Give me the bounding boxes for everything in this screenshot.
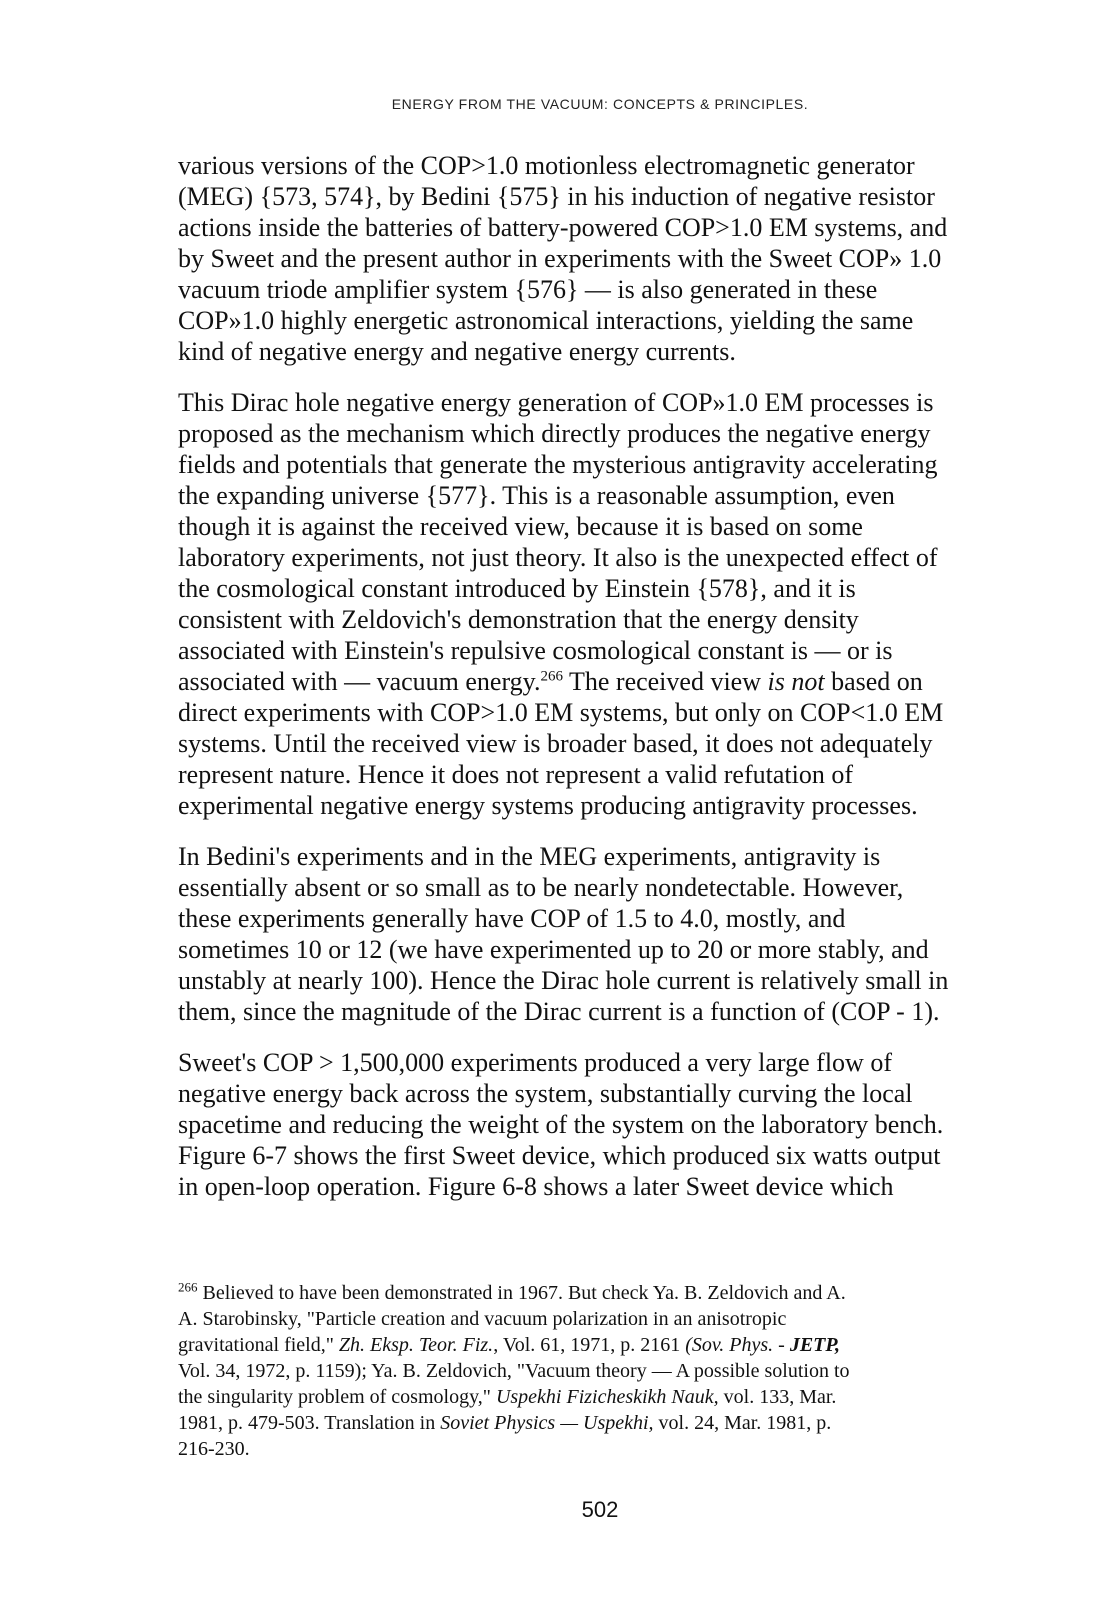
text-line: unstably at nearly 100). Hence the Dirac hole current is relatively small in — [178, 966, 949, 995]
text-line: though it is against the received view, because it is based on some — [178, 512, 863, 541]
text-line: various versions of the COP>1.0 motionless electromagnetic generator — [178, 151, 915, 180]
text-line: by Sweet and the present author in experiments with the Sweet COP» 1.0 — [178, 244, 942, 273]
text-line: them, since the magnitude of the Dirac current is a function of (COP - 1). — [178, 997, 940, 1026]
text-line: In Bedini's experiments and in the MEG experiments, antigravity is — [178, 842, 881, 871]
text-line: experimental negative energy systems producing antigravity processes. — [178, 791, 918, 820]
footnote-line — [178, 1280, 1038, 1306]
footnote-line — [178, 1332, 1038, 1358]
footnote-line — [178, 1410, 1038, 1436]
paragraph-2 — [178, 387, 1038, 821]
text-segment: 1981, p. 479-503. Translation in — [178, 1412, 441, 1434]
text-line: negative energy back across the system, substantially curving the local — [178, 1079, 913, 1108]
text-line: the expanding universe {577}. This is a reasonable assumption, even — [178, 481, 895, 510]
text-line: laboratory experiments, not just theory. It also is the unexpected effect of — [178, 543, 938, 572]
journal-title: Soviet Physics — Uspekhi, — [440, 1412, 654, 1434]
text-segment: based on — [824, 667, 923, 696]
text-line: essentially absent or so small as to be nearly nondetectable. However, — [178, 873, 904, 902]
text-line-with-footnote-ref — [178, 666, 1038, 697]
text-line: associated with Einstein's repulsive cosmological constant is — or is — [178, 636, 893, 665]
journal-title-bold: JETP, — [789, 1334, 841, 1356]
text-line: actions inside the batteries of battery-powered COP>1.0 EM systems, and — [178, 213, 948, 242]
text-segment: gravitational field," — [178, 1334, 339, 1356]
text-segment: , Vol. 61, 1971, p. 2161 — [493, 1334, 686, 1356]
paragraph-1 — [178, 150, 1038, 367]
text-line: these experiments generally have COP of 1.5 to 4.0, mostly, and — [178, 904, 846, 933]
text-line: Sweet's COP > 1,500,000 experiments produced a very large flow of — [178, 1048, 892, 1077]
text-segment: vol. 24, Mar. 1981, p. — [653, 1412, 832, 1434]
footnote-number: 266 — [178, 1279, 198, 1295]
text-line: sometimes 10 or 12 (we have experimented up to 20 or more stably, and — [178, 935, 929, 964]
text-line: COP»1.0 highly energetic astronomical interactions, yielding the same — [178, 306, 914, 335]
text-line: kind of negative energy and negative energy currents. — [178, 337, 736, 366]
page-number: 502 — [581, 1497, 619, 1522]
text-line: Figure 6-7 shows the first Sweet device, which produced six watts output — [178, 1141, 941, 1170]
text-line: This Dirac hole negative energy generation of COP»1.0 EM processes is — [178, 388, 934, 417]
emphasis-text: is not — [767, 667, 825, 696]
footnote-line: 216-230. — [178, 1438, 250, 1460]
text-line: direct experiments with COP>1.0 EM systems, but only on COP<1.0 EM — [178, 698, 944, 727]
text-line: represent nature. Hence it does not represent a valid refutation of — [178, 760, 853, 789]
paragraph-3 — [178, 841, 1038, 1027]
body-text — [178, 150, 1038, 1222]
text-line: fields and potentials that generate the mysterious antigravity accelerating — [178, 450, 938, 479]
text-segment: associated with — vacuum energy. — [178, 667, 541, 696]
text-segment: vol. 133, Mar. — [718, 1386, 837, 1408]
text-line: the cosmological constant introduced by Einstein {578}, and it is — [178, 574, 856, 603]
footnote-reference[interactable]: 266 — [540, 668, 563, 685]
footnote-line: Vol. 34, 1972, p. 1159); Ya. B. Zeldovich, "Vacuum theory — A possible solution to — [178, 1360, 850, 1382]
paragraph-4 — [178, 1047, 1038, 1202]
text-segment-italic: (Sov. Phys. - — [685, 1334, 790, 1356]
text-segment: the singularity problem of cosmology," — [178, 1386, 496, 1408]
footnote-line — [178, 1384, 1038, 1410]
text-line: systems. Until the received view is broader based, it does not adequately — [178, 729, 933, 758]
text-line: (MEG) {573, 574}, by Bedini {575} in his induction of negative resistor — [178, 182, 935, 211]
footnote-block — [178, 1280, 1038, 1462]
journal-title: Zh. Eksp. Teor. Fiz. — [338, 1334, 494, 1356]
text-line: consistent with Zeldovich's demonstration that the energy density — [178, 605, 859, 634]
text-line: in open-loop operation. Figure 6-8 shows a later Sweet device which — [178, 1172, 894, 1201]
text-segment: The received view — [562, 667, 768, 696]
text-segment: Believed to have been demonstrated in 1967. But check Ya. B. Zeldovich and A. — [197, 1282, 846, 1304]
running-header: ENERGY FROM THE VACUUM: CONCEPTS & PRINCIPLES. — [391, 96, 809, 112]
text-line: spacetime and reducing the weight of the system on the laboratory bench. — [178, 1110, 944, 1139]
footnote-line: A. Starobinsky, "Particle creation and vacuum polarization in an anisotropic — [178, 1308, 787, 1330]
journal-title: Uspekhi Fizicheskikh Nauk, — [495, 1386, 719, 1408]
text-line: vacuum triode amplifier system {576} — is also generated in these — [178, 275, 878, 304]
text-line: proposed as the mechanism which directly produces the negative energy — [178, 419, 931, 448]
